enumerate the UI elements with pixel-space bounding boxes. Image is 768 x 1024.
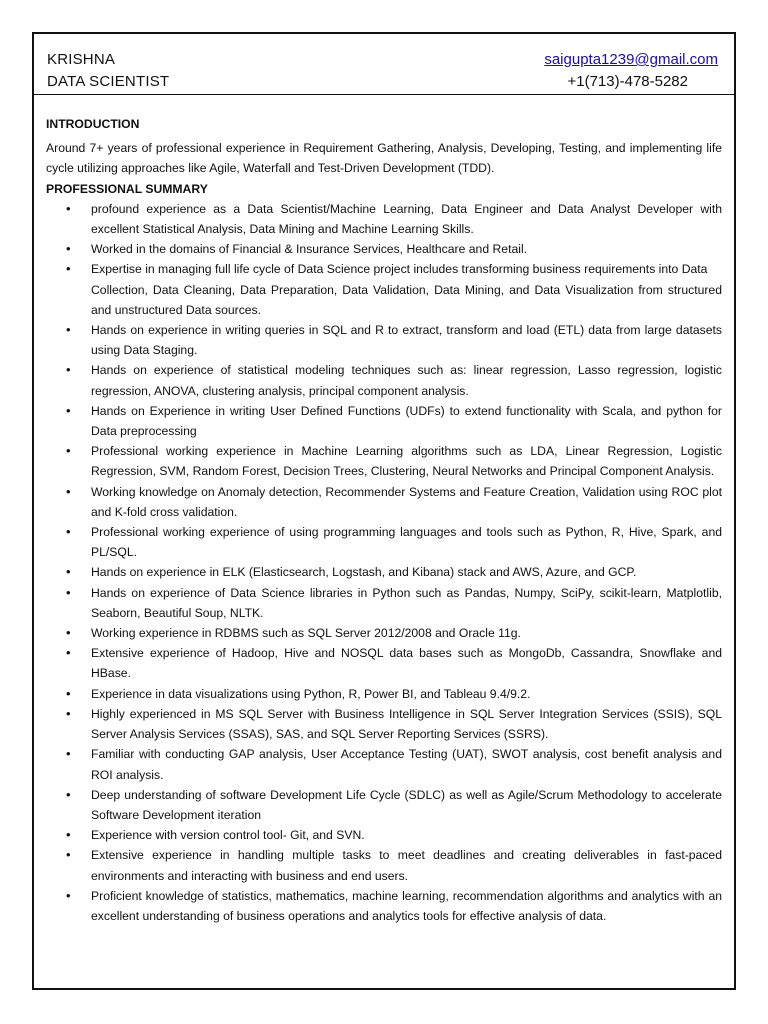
email-link[interactable]: saigupta1239@gmail.com bbox=[544, 51, 718, 68]
summary-item-text: • Proficient knowledge of statistics, mathematics, machine learning, recommendation algorithms and analytics with an excellent understanding of business operations and analytics tools for effective analysis of data. bbox=[91, 888, 722, 923]
summary-item-text: • profound experience as a Data Scientist/Machine Learning, Data Engineer and Data Analyst Developer with excellent Statistical Analysis, Data Mining and Machine Learning Skills. bbox=[91, 201, 722, 237]
summary-item bbox=[46, 522, 722, 562]
summary-item bbox=[46, 825, 722, 845]
summary-item-text: • Hands on Experience in writing User Defined Functions (UDFs) to extend functionality with Scala, and python for Data preprocessing bbox=[91, 403, 722, 439]
summary-item bbox=[46, 360, 722, 400]
summary-item bbox=[46, 401, 722, 441]
summary-item-text: • Familiar with conducting GAP analysis, User Acceptance Testing (UAT), SWOT analysis, cost benefit analysis and ROI analysis. bbox=[91, 747, 722, 782]
resume-page bbox=[32, 32, 736, 990]
summary-item bbox=[46, 199, 722, 239]
summary-item-text: • Working knowledge on Anomaly detection, Recommender Systems and Feature Creation, Validation using ROC plot and K-fold cross validation. bbox=[91, 484, 722, 519]
summary-item-text: • Deep understanding of software Development Life Cycle (SDLC) as well as Agile/Scrum Methodology to accelerate Software Development iteration bbox=[91, 787, 722, 822]
summary-item-text: • Extensive experience in handling multiple tasks to meet deadlines and creating deliverables in fast-paced environments and interacting with business and end users. bbox=[91, 848, 722, 883]
candidate-name: KRISHNA bbox=[47, 51, 116, 68]
summary-item bbox=[46, 704, 722, 744]
summary-item-text: • Hands on experience in writing queries in SQL and R to extract, transform and load (ETL) data from large datasets using Data Staging. bbox=[91, 323, 722, 358]
summary-item bbox=[46, 744, 722, 784]
phone-number: +1(713)-478-5282 bbox=[567, 73, 688, 90]
summary-item bbox=[46, 623, 722, 643]
summary-item bbox=[46, 239, 722, 259]
summary-item-text: • Hands on experience of statistical modeling techniques such as: linear regression, Lasso regression, logistic regression, ANOVA, clustering analysis, principal component analysis. bbox=[91, 363, 722, 398]
summary-heading: PROFESSIONAL SUMMARY bbox=[46, 181, 208, 196]
summary-item bbox=[46, 583, 722, 623]
summary-list bbox=[46, 199, 722, 926]
summary-item bbox=[46, 320, 722, 360]
summary-item bbox=[46, 643, 722, 683]
summary-item-text: • Experience in data visualizations using Python, R, Power BI, and Tableau 9.4/9.2. bbox=[91, 686, 531, 701]
summary-item bbox=[46, 562, 722, 582]
summary-item-text: • Extensive experience of Hadoop, Hive and NOSQL data bases such as MongoDb, Cassandra, Snowflake and HBase. bbox=[91, 646, 722, 681]
summary-item bbox=[46, 482, 722, 522]
summary-item-text: • Worked in the domains of Financial & Insurance Services, Healthcare and Retail. bbox=[91, 242, 528, 257]
summary-item-text: • Hands on experience of Data Science libraries in Python such as Pandas, Numpy, SciPy, scikit-learn, Matplotlib, Seaborn, Beautiful Soup, NLTK. bbox=[91, 585, 722, 620]
summary-item-text: • Experience with version control tool- Git, and SVN. bbox=[91, 828, 365, 843]
summary-item bbox=[46, 441, 722, 481]
summary-item-text: • Hands on experience in ELK (Elasticsearch, Logstash, and Kibana) stack and AWS, Azure, and GCP. bbox=[91, 565, 637, 580]
summary-item bbox=[46, 785, 722, 825]
summary-item-text: • Professional working experience in Machine Learning algorithms such as LDA, Linear Regression, Logistic Regression, SVM, Random Forest, Decision Trees, Clustering, Neural Networks and Principal Component Analysis. bbox=[91, 444, 722, 479]
summary-item-text: Collection, Data Cleaning, Data Preparation, Data Validation, Data Mining, and Data Visualization from structured and unstructured Data sources. bbox=[91, 282, 722, 317]
summary-item-text: • Working experience in RDBMS such as SQL Server 2012/2008 and Oracle 11g. bbox=[91, 626, 521, 641]
resume-content bbox=[46, 114, 722, 926]
candidate-title: DATA SCIENTIST bbox=[47, 73, 170, 90]
resume-header bbox=[34, 34, 734, 95]
summary-item bbox=[46, 259, 722, 320]
summary-item bbox=[46, 845, 722, 885]
introduction-heading: INTRODUCTION bbox=[46, 117, 140, 131]
summary-item-text: • Expertise in managing full life cycle of Data Science project includes transforming business requirements into Data bbox=[91, 262, 708, 277]
introduction-text: Around 7+ years of professional experience in Requirement Gathering, Analysis, Developing, Testing, and implementing life cycle utilizing approaches like Agile, Waterfall and Test-Driven Development (TDD). bbox=[46, 141, 722, 176]
summary-item-text: • Professional working experience of using programming languages and tools such as Python, R, Hive, Spark, and PL/SQL. bbox=[91, 525, 722, 560]
summary-item-text: • Highly experienced in MS SQL Server with Business Intelligence in SQL Server Integration Services (SSIS), SQL Server Analysis Services (SSAS), SAS, and SQL Server Reporting Services (SSRS). bbox=[91, 706, 722, 742]
summary-item bbox=[46, 886, 722, 926]
summary-item bbox=[46, 684, 722, 704]
